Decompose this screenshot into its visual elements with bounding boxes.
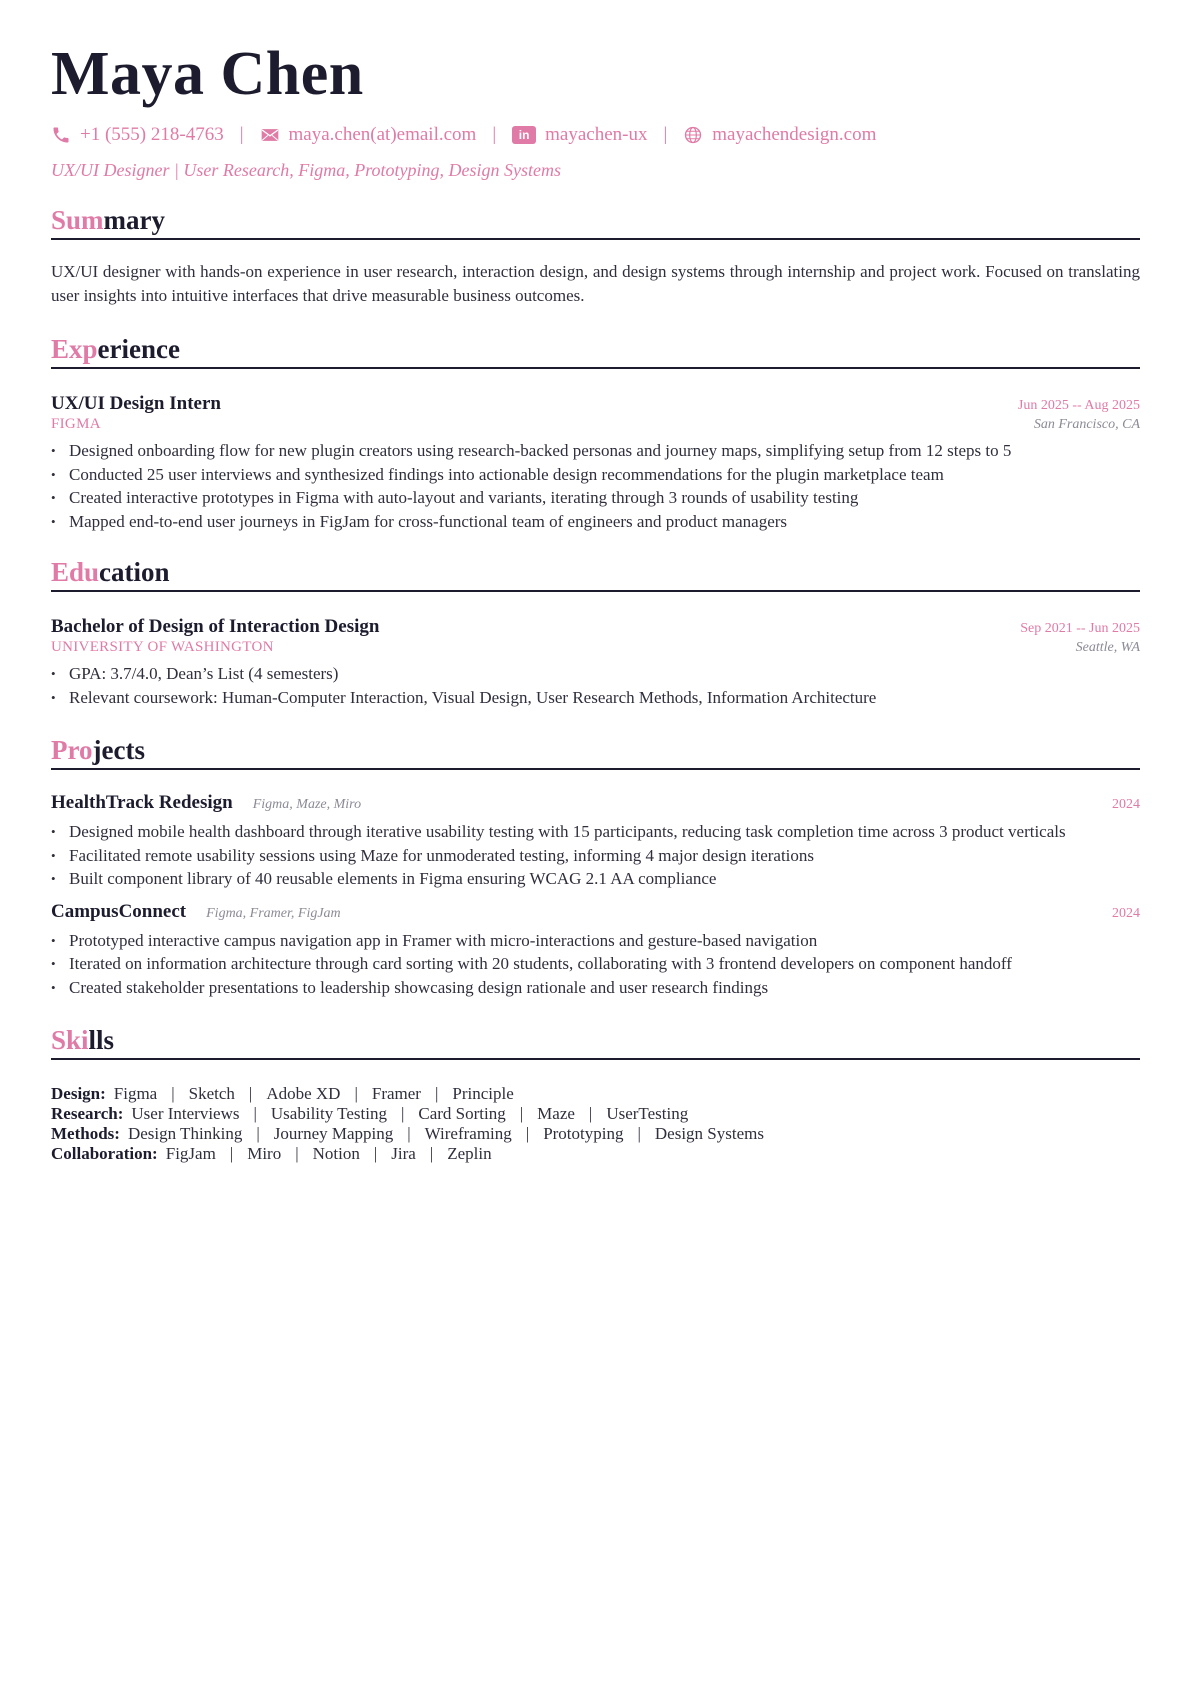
skill-category-label: Collaboration: <box>51 1144 158 1163</box>
job-dates: Jun 2025 -- Aug 2025 <box>1017 398 1140 413</box>
entry-subheader <box>51 639 1140 656</box>
skill-separator: | <box>525 1124 530 1143</box>
job-title: UX/UI Design Intern <box>51 393 221 414</box>
section-title-education <box>51 555 1140 592</box>
globe-icon <box>683 125 703 145</box>
entry-header <box>51 901 1140 923</box>
skill-item: Wireframing <box>424 1124 512 1143</box>
job-location: San Francisco, CA <box>1033 417 1140 432</box>
skill-separator: | <box>229 1144 234 1163</box>
skill-item: Miro <box>247 1144 282 1163</box>
list-item: • Relevant coursework: Human-Computer Interaction, Visual Design, User Research Methods, Information Architecture <box>51 686 1140 710</box>
skill-separator: | <box>295 1144 299 1163</box>
skill-item: Card Sorting <box>418 1104 506 1123</box>
list-item: • Designed mobile health dashboard through iterative usability testing with 15 participants, reducing task completion time across 3 product verticals <box>51 820 1140 844</box>
skill-item: FigJam <box>165 1144 216 1163</box>
skills-section <box>51 1023 1140 1164</box>
contact-linkedin[interactable] <box>512 124 647 146</box>
last-name: Chen <box>220 40 364 108</box>
contact-website[interactable] <box>683 124 876 146</box>
phone-number: +1 (555) 218-4763 <box>80 124 224 145</box>
list-item: • Prototyped interactive campus navigation app in Framer with micro-interactions and gesture-based navigation <box>51 929 1140 953</box>
list-item: • Mapped end-to-end user journeys in FigJam for cross-functional team of engineers and product managers <box>51 510 1140 534</box>
skill-row <box>51 1084 1140 1104</box>
title-highlight: Exp <box>51 334 98 364</box>
skill-category-label: Design: <box>51 1084 106 1103</box>
skill-separator: | <box>407 1124 411 1143</box>
skill-category-label: Methods: <box>51 1124 120 1143</box>
phone-icon <box>51 125 71 145</box>
summary-section <box>51 203 1140 308</box>
title-highlight: Sum <box>51 205 104 235</box>
section-title-experience <box>51 332 1140 369</box>
education-entry <box>51 616 1140 709</box>
list-item: • Facilitated remote usability sessions using Maze for unmoderated testing, informing 4 major design iterations <box>51 844 1140 868</box>
summary-text: UX/UI designer with hands-on experience in user research, interaction design, and design systems through internship and project work. Focused on translating user insights into intuitive interfaces that drive measurable business outcomes. <box>51 262 1140 305</box>
experience-section <box>51 332 1140 533</box>
title-rest: lls <box>88 1025 115 1055</box>
skill-row <box>51 1104 1140 1124</box>
linkedin-icon: in <box>512 126 536 144</box>
project-year: 2024 <box>1112 905 1140 921</box>
skill-separator: | <box>637 1124 641 1143</box>
contact-separator: | <box>492 124 497 145</box>
degree-title: Bachelor of Design of Interaction Design <box>51 616 380 637</box>
skill-item: Zeplin <box>447 1144 492 1163</box>
title-highlight: Ski <box>51 1025 89 1055</box>
bullet-list <box>51 662 1140 709</box>
title-highlight: Pro <box>51 735 93 765</box>
list-item: • Conducted 25 user interviews and synthesized findings into actionable design recommendations for the plugin marketplace team <box>51 463 1140 487</box>
skill-row <box>51 1144 1140 1164</box>
experience-entry <box>51 393 1140 533</box>
education-dates: Sep 2021 -- Jun 2025 <box>1020 621 1140 636</box>
skill-item: Notion <box>312 1144 360 1163</box>
entry-header <box>51 792 1140 814</box>
contact-separator: | <box>239 124 244 145</box>
skill-item: Framer <box>371 1084 421 1103</box>
website-url: mayachendesign.com <box>712 124 877 145</box>
projects-section <box>51 733 1140 999</box>
project-year: 2024 <box>1112 797 1140 812</box>
skill-item: Adobe XD <box>266 1084 341 1103</box>
bullet-list <box>51 439 1140 533</box>
skill-separator: | <box>400 1104 405 1123</box>
skill-separator: | <box>354 1084 358 1103</box>
contact-email[interactable] <box>260 124 477 146</box>
project-title: CampusConnect <box>51 900 187 922</box>
title-rest: mary <box>103 205 166 235</box>
bullet-list <box>51 820 1140 891</box>
school-name: UNIVERSITY OF WASHINGTON <box>51 639 274 655</box>
skill-separator: | <box>253 1104 257 1123</box>
list-item: • Built component library of 40 reusable elements in Figma ensuring WCAG 2.1 AA compliance <box>51 867 1140 891</box>
skill-row <box>51 1124 1140 1144</box>
skill-separator: | <box>588 1104 593 1123</box>
skill-separator: | <box>373 1144 378 1163</box>
contact-separator: | <box>663 124 668 145</box>
title-rest: jects <box>92 735 145 765</box>
skill-item: Sketch <box>188 1084 235 1103</box>
skill-item: UserTesting <box>606 1104 689 1123</box>
list-item: • Created interactive prototypes in Figma with auto-layout and variants, iterating through 3 rounds of usability testing <box>51 486 1140 510</box>
entry-header <box>51 393 1140 415</box>
skill-item: Principle <box>452 1084 514 1103</box>
education-section <box>51 555 1140 709</box>
skills-list <box>51 1084 1140 1164</box>
list-item: • GPA: 3.7/4.0, Dean’s List (4 semesters) <box>51 662 1140 686</box>
company-name: FIGMA <box>51 416 101 432</box>
skill-item: Maze <box>537 1104 575 1123</box>
skill-separator: | <box>519 1104 524 1123</box>
tagline: UX/UI Designer | User Research, Figma, Prototyping, Design Systems <box>51 160 562 180</box>
project-title: HealthTrack Redesign <box>51 792 233 813</box>
school-location: Seattle, WA <box>1075 640 1140 655</box>
skill-item: Prototyping <box>543 1124 624 1143</box>
linkedin-handle: mayachen-ux <box>545 124 648 145</box>
email-address: maya.chen(at)email.com <box>288 124 477 145</box>
envelope-icon <box>260 125 280 145</box>
title-rest: erience <box>97 334 180 364</box>
contact-phone[interactable] <box>51 124 224 146</box>
section-title-projects <box>51 733 1140 770</box>
skill-category-label: Research: <box>51 1104 124 1123</box>
section-title-skills <box>51 1023 1140 1060</box>
skill-item: Design Thinking <box>127 1124 243 1143</box>
skill-separator: | <box>429 1144 434 1163</box>
list-item: • Iterated on information architecture through card sorting with 20 students, collaborating with 3 frontend developers on component handoff <box>51 952 1140 976</box>
list-item: • Created stakeholder presentations to leadership showcasing design rationale and user research findings <box>51 976 1140 1000</box>
skill-item: Usability Testing <box>270 1104 387 1123</box>
project-entry <box>51 792 1140 891</box>
skill-separator: | <box>171 1084 175 1103</box>
skill-item: Jira <box>391 1144 416 1163</box>
skill-separator: | <box>434 1084 439 1103</box>
section-title-summary <box>51 203 1140 240</box>
title-rest: cation <box>99 557 170 587</box>
entry-subheader <box>51 416 1140 433</box>
project-tools: Figma, Framer, FigJam <box>206 905 341 921</box>
project-tools: Figma, Maze, Miro <box>252 797 362 812</box>
contact-bar <box>51 122 1140 148</box>
first-name: Maya <box>51 40 205 108</box>
entry-header <box>51 616 1140 638</box>
skill-separator: | <box>248 1084 253 1103</box>
candidate-name <box>51 38 1140 110</box>
skill-item: Design Systems <box>654 1124 764 1143</box>
skill-separator: | <box>256 1124 260 1143</box>
skill-item: Journey Mapping <box>273 1124 394 1143</box>
list-item: • Designed onboarding flow for new plugin creators using research-backed personas and journey maps, simplifying setup from 12 steps to 5 <box>51 439 1140 463</box>
skill-item: User Interviews <box>131 1104 240 1123</box>
title-highlight: Edu <box>51 557 100 587</box>
bullet-list <box>51 929 1140 1000</box>
project-entry <box>51 901 1140 1000</box>
skill-item: Figma <box>113 1084 158 1103</box>
